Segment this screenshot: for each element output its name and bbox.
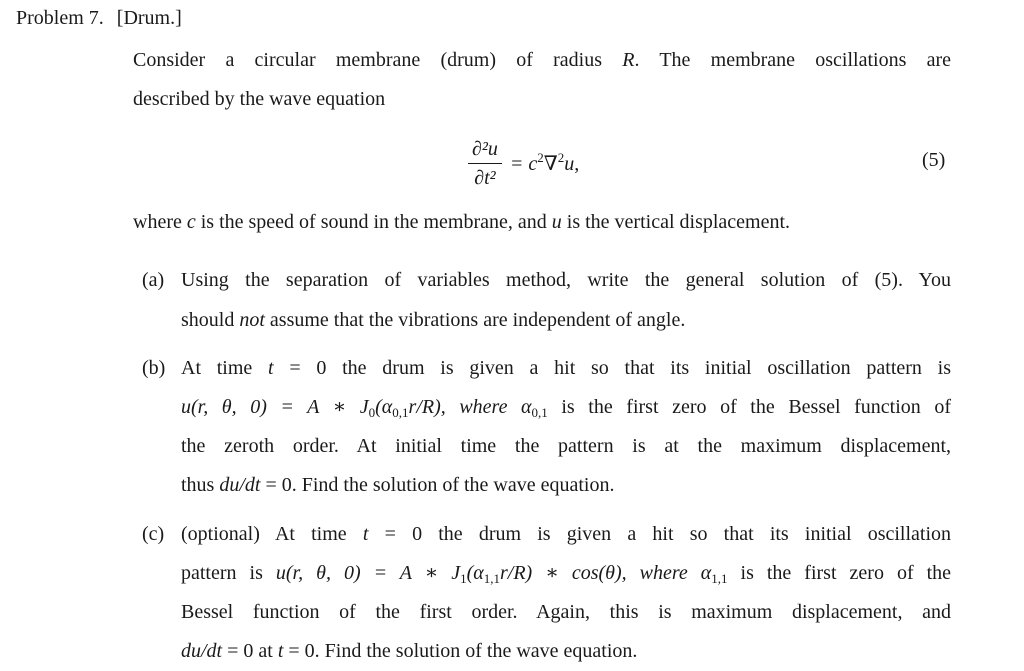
part-c-marker: (c)	[142, 523, 165, 545]
part-b-line-3: the zeroth order. At initial time the pattern is at the maximum displacement,	[181, 435, 951, 457]
part-a-line-1: Using the separation of variables method, write the general solution of (5). You	[181, 269, 951, 291]
part-c-line-2: pattern is u(r, θ, 0) = A ∗ $J_1(\alpha_{1,1}r/R)$ ∗ cos(θ), where $\alpha_{1,1}$ is the first zero of the	[181, 562, 952, 586]
part-b-line-2: u(r, θ, 0) = A ∗ $J_0(\alpha_{0,1}r/R)$, where $\alpha_{0,1}$ is the first zero of the Bessel function of	[181, 396, 951, 420]
equation-denominator: ∂t²	[474, 166, 496, 189]
problem-label: Problem 7.	[16, 7, 104, 29]
problem-heading	[16, 7, 182, 30]
equation-numerator: ∂²u	[472, 137, 498, 160]
equation-fraction	[468, 137, 502, 190]
part-c-line-4: du/dt = 0 at t = 0. Find the solution of the wave equation.	[181, 640, 638, 662]
problem-title: [Drum.]	[116, 7, 182, 29]
intro-line-2: described by the wave equation	[133, 88, 386, 110]
part-b-marker: (b)	[142, 357, 166, 379]
intro-line-1	[133, 48, 951, 72]
fraction-bar	[468, 163, 502, 164]
part-c-line-1: (optional) At time t = 0 the drum is given a hit so that its initial oscillation	[181, 523, 952, 545]
emphasis-not: not	[239, 309, 265, 331]
part-b-line-1: At time t = 0 the drum is given a hit so that its initial oscillation pattern is	[181, 357, 952, 379]
part-a-line-2: should not assume that the vibrations are independent of angle.	[181, 309, 686, 331]
equation-number: (5)	[922, 149, 946, 171]
intro-text: Consider a circular membrane (drum) of radius	[133, 49, 602, 71]
radius-variable: R	[622, 49, 635, 71]
intro-text-cont: . The membrane oscillations are	[634, 49, 952, 71]
part-a-marker: (a)	[142, 269, 165, 291]
equation-rhs: = $c^2\nabla^2u$,	[509, 149, 580, 175]
after-equation-line: where c is the speed of sound in the membrane, and u is the vertical displacement.	[133, 211, 791, 233]
part-c-line-3: Bessel function of the first order. Again, this is maximum displacement, and	[181, 601, 951, 623]
part-b-line-4: thus du/dt = 0. Find the solution of the wave equation.	[181, 474, 615, 496]
wave-equation	[468, 133, 579, 193]
